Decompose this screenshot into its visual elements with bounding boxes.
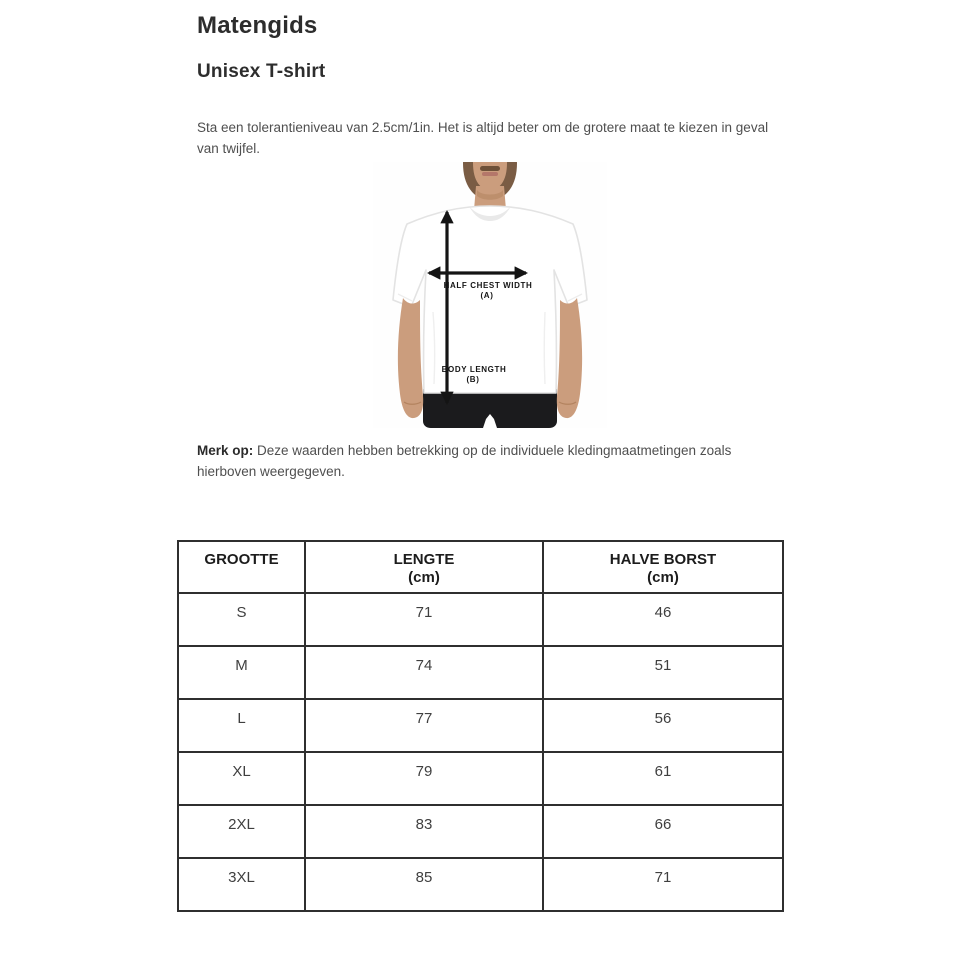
table-row [178, 752, 783, 805]
note-label: Merk op: [197, 443, 254, 458]
tshirt-model-illustration [373, 162, 607, 428]
tolerance-note [197, 117, 797, 159]
size-table [177, 540, 784, 912]
model-pants [423, 389, 557, 428]
length-cell: 77 [305, 699, 543, 752]
body-length-label: BODY LENGTH [441, 365, 507, 374]
half-chest-cell: 66 [543, 805, 783, 858]
tolerance-note-line1: Sta een tolerantieniveau van 2.5cm/1in. Het is altijd beter om de grotere maat te kiezen in geval [197, 120, 769, 135]
body-length-code: (B) [466, 375, 480, 384]
half-chest-label: HALF CHEST WIDTH [443, 281, 533, 290]
size-cell: M [178, 646, 305, 699]
column-header-unit: (cm) [647, 569, 679, 586]
column-header-label: HALVE BORST [609, 551, 717, 568]
column-header-lengte [305, 541, 543, 593]
table-row [178, 593, 783, 646]
note-line2: hierboven weergegeven. [197, 464, 345, 479]
column-header-unit: (cm) [408, 569, 440, 586]
note-line1 [197, 440, 777, 461]
length-cell: 74 [305, 646, 543, 699]
column-header-label: LENGTE [393, 551, 455, 568]
page-title: Matengids [197, 12, 318, 39]
size-table-body [178, 593, 783, 911]
length-cell: 71 [305, 593, 543, 646]
size-cell: L [178, 699, 305, 752]
size-cell: 2XL [178, 805, 305, 858]
column-header-halve-borst [543, 541, 783, 593]
note-text-part1: Deze waarden hebben betrekking op de individuele kledingmaatmetingen zoals [253, 443, 732, 458]
note [197, 440, 777, 482]
half-chest-cell: 56 [543, 699, 783, 752]
table-row [178, 858, 783, 911]
half-chest-code: (A) [480, 291, 494, 300]
length-cell: 79 [305, 752, 543, 805]
lips [482, 172, 498, 176]
length-cell: 85 [305, 858, 543, 911]
table-row [178, 699, 783, 752]
table-row [178, 646, 783, 699]
mustache [480, 166, 500, 171]
product-name: Unisex T-shirt [197, 61, 326, 82]
half-chest-cell: 51 [543, 646, 783, 699]
size-cell: XL [178, 752, 305, 805]
size-cell: S [178, 593, 305, 646]
size-table-header-row [178, 541, 783, 593]
measurement-diagram [373, 162, 607, 428]
size-cell: 3XL [178, 858, 305, 911]
half-chest-cell: 61 [543, 752, 783, 805]
half-chest-cell: 46 [543, 593, 783, 646]
column-header-label: GROOTTE [204, 551, 279, 568]
half-chest-cell: 71 [543, 858, 783, 911]
table-row [178, 805, 783, 858]
column-header-grootte [178, 541, 305, 593]
length-cell: 83 [305, 805, 543, 858]
tolerance-note-line2: van twijfel. [197, 141, 261, 156]
